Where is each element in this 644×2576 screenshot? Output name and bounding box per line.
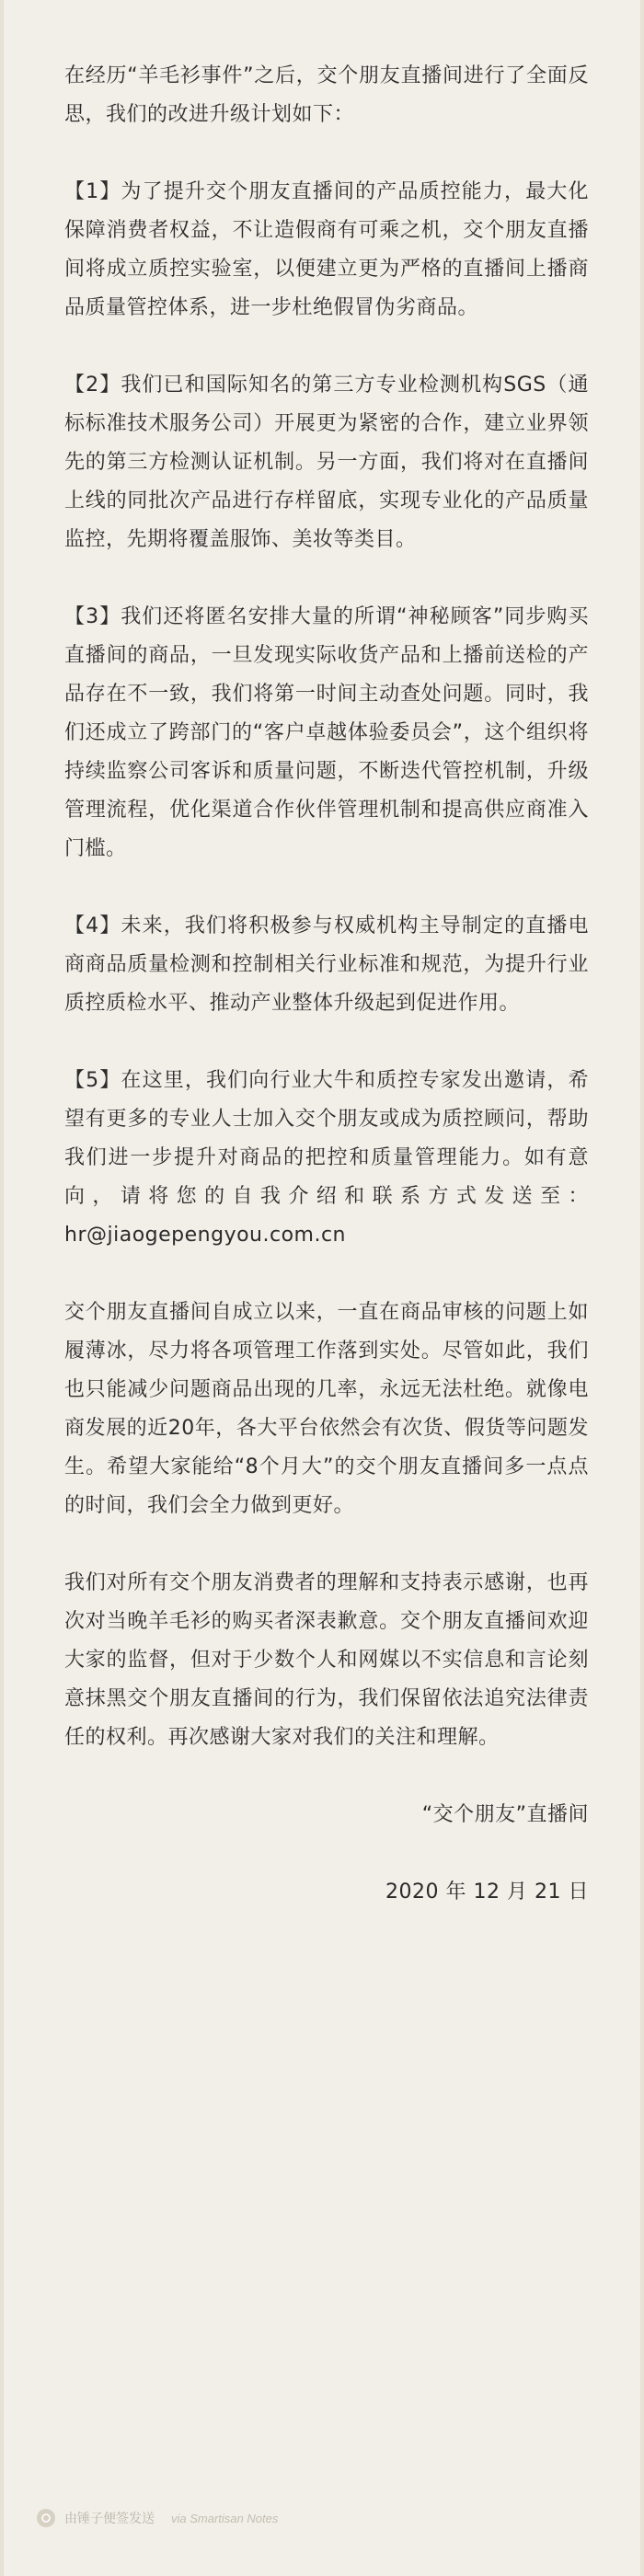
thanks-paragraph: 我们对所有交个朋友消费者的理解和支持表示感谢，也再次对当晚羊毛衫的购买者深表歉意。交个朋友直播间欢迎大家的监督，但对于少数个人和网媒以不实信息和言论刻意抹黑交个朋友直播间的行为，我们保留依法追究法律责任的权利。再次感谢大家对我们的关注和理解。	[64, 1571, 589, 1749]
plan-item-1: 【1】为了提升交个朋友直播间的产品质控能力，最大化保障消费者权益，不让造假商有可乘之机，交个朋友直播间将成立质控实验室，以便建立更为严格的直播间上播商品质量管控体系，进一步杜绝假冒伪劣商品。	[64, 180, 589, 319]
footer-text: 由锤子便签发送	[64, 2511, 155, 2525]
date: 2020 年 12 月 21 日	[385, 1880, 589, 1903]
signature: “交个朋友”直播间	[421, 1803, 589, 1826]
note-body	[64, 57, 589, 1912]
plan-item-5: 【5】在这里，我们向行业大牛和质控专家发出邀请，希望有更多的专业人士加入交个朋友或成为质控顾问，帮助我们进一步提升对商品的把控和质量管理能力。如有意向，请将您的自我介绍和联系方式发送至：hr@jiaogepengyou.com.cn	[64, 1069, 589, 1247]
smartisan-logo-icon	[37, 2509, 55, 2527]
plan-item-4: 【4】未来，我们将积极参与权威机构主导制定的直播电商商品质量检测和控制相关行业标准和规范，为提升行业质控质检水平、推动产业整体升级起到促进作用。	[64, 914, 589, 1015]
plan-item-2: 【2】我们已和国际知名的第三方专业检测机构SGS（通标标准技术服务公司）开展更为紧密的合作，建立业界领先的第三方检测认证机制。另一方面，我们将对在直播间上线的同批次产品进行存样留底，实现专业化的产品质量监控，先期将覆盖服饰、美妆等类目。	[64, 374, 589, 551]
intro-paragraph: 在经历“羊毛衫事件”之后，交个朋友直播间进行了全面反思，我们的改进升级计划如下：	[64, 64, 589, 126]
footer-via: via Smartisan Notes	[171, 2511, 279, 2525]
footer	[37, 2504, 278, 2532]
plan-item-3: 【3】我们还将匿名安排大量的所谓“神秘顾客”同步购买直播间的商品，一旦发现实际收货产品和上播前送检的产品存在不一致，我们将第一时间主动查处问题。同时，我们还成立了跨部门的“客户卓越体验委员会”，这个组织将持续监察公司客诉和质量问题，不断迭代管控机制，升级管理流程，优化渠道合作伙伴管理机制和提高供应商准入门槛。	[64, 605, 589, 860]
closing-paragraph: 交个朋友直播间自成立以来，一直在商品审核的问题上如履薄冰，尽力将各项管理工作落到实处。尽管如此，我们也只能减少问题商品出现的几率，永远无法杜绝。就像电商发展的近20年，各大平台依然会有次货、假货等问题发生。希望大家能给“8个月大”的交个朋友直播间多一点点的时间，我们会全力做到更好。	[64, 1301, 589, 1517]
